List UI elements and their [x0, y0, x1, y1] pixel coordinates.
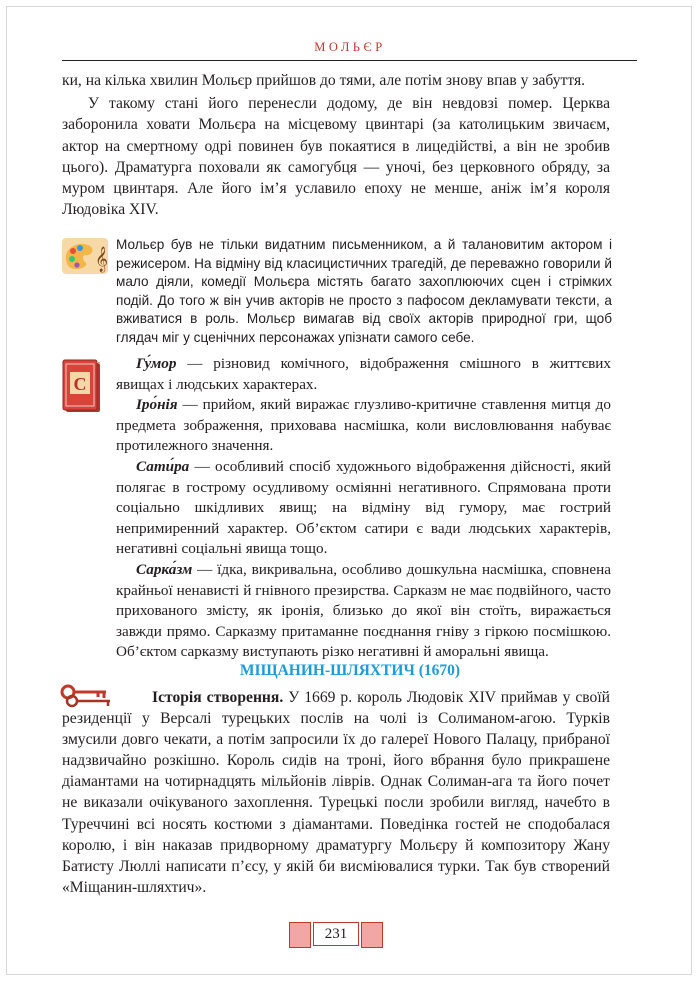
term-definition: — прийом, який виражає глузливо-критичне ставлення митця до предмета зображення, приховава насмішка, коли висловлювання набуває протилежного значення.	[116, 396, 611, 455]
body-paragraphs	[62, 70, 610, 220]
term-definition: — різновид комічного, відображення смішного в життєвих явищах і людських характерах.	[116, 355, 611, 393]
paragraph-burial: У такому стані його перенесли додому, де він невдовзі помер. Церква заборонила ховати Мольєра на місцевому цвинтарі (за католицьким звичаєм, актор на смертному одрі повинен був покаятися в лицедійстві, а він не зробив цього). Драматурга поховали як самогубця — уночі, без церковного обряду, за муром цвинтаря. Але його ім’я уславило епоху не менше, аніж ім’я короля Людовіка XIV.	[62, 95, 610, 219]
term-irony	[116, 395, 611, 457]
page-number-left-block	[289, 922, 311, 948]
page-number-box	[289, 922, 383, 948]
running-header: МОЛЬЄР	[314, 40, 386, 54]
term-sarcasm	[116, 560, 611, 663]
terms-glossary	[116, 354, 611, 663]
svg-text:C: C	[73, 374, 87, 394]
term-definition: — особливий спосіб художнього відображення дійсності, який полягає в гострому осудливому осміянні негативного. Спрямована проти соціально шкідливих явищ; на відміну від гумору, має гострий непримиренний характер. Об’єктом сатири є вади людських характерів, негативні соціальні явища тощо.	[116, 457, 611, 558]
term-label: Іро́нія	[136, 396, 178, 414]
term-label: Гу́мор	[136, 355, 177, 372]
page-number-right-block	[361, 922, 383, 948]
history-lead: Історія створення.	[152, 689, 284, 706]
history-paragraph	[62, 687, 610, 898]
term-definition: — їдка, викривальна, особливо дошкульна насмішка, сповнена крайньої ненависті й гнівного презирства. Сарказм не має подвійного, часто прихованого змісту, як іронія, близько до якої він стоїть, виражається завжди прямо. Сарказму притаманне поєднання гніву з гіркою посмішкою. Об’єктом сарказму виступають різко негативні й аморальні явища.	[116, 560, 611, 661]
section-title: МІЩАНИН-ШЛЯХТИЧ (1670)	[239, 662, 461, 679]
palette-music-icon	[62, 238, 108, 274]
header-rule	[62, 60, 637, 61]
svg-text:𝄞: 𝄞	[95, 247, 108, 272]
dictionary-book-icon	[60, 358, 104, 416]
history-text: У 1669 р. король Людовік XIV приймав у своїй резиденції у Версалі турецьких послів на чолі із Солиманом-агою. Турків змусили довго чекати, а потім запросили їх до галереї Нового Палацу, прибраної надзвичайно розкішно. Король сидів на троні, його вбрання було прикрашене діамантами на чотирнадцять мільйонів ліврів. Однак Солиман-ага та його почет не виказали очікуваного захоплення. Турецькі посли зробили вигляд, начебто в Туреччині всі носять костюми з діамантами. Поведінка гостей не сподобалася королю, і він наказав придворному драматургу Мольєру й композитору Жану Батисту Люллі написати п’єсу, у якій би висміювалися турки. Так був створений «Міщанин-шляхтич».	[62, 689, 610, 896]
term-satire	[116, 457, 611, 560]
paragraph-continuation: ки, на кілька хвилин Мольєр прийшов до тями, але потім знову впав у забуття.	[62, 72, 586, 89]
page-number: 231	[313, 922, 359, 946]
term-label: Сарка́зм	[136, 560, 193, 578]
term-label: Сати́ра	[136, 457, 190, 475]
art-note-text: Мольєр був не тільки видатним письменником, а й талановитим актором і режисером. На відміну від класицистичних трагедій, де переважно говорили й мало діяли, комедії Мольєра містять багато захоплюючих сцен і стрімких подій. До того ж він учив акторів не просто з пафосом декламувати тексти, а вживатися в роль. Мольєр вимагав від своїх акторів природної гри, щоб глядач міг у сценічних персонажах упізнати самого себе.	[116, 237, 612, 345]
term-humor	[116, 354, 611, 395]
